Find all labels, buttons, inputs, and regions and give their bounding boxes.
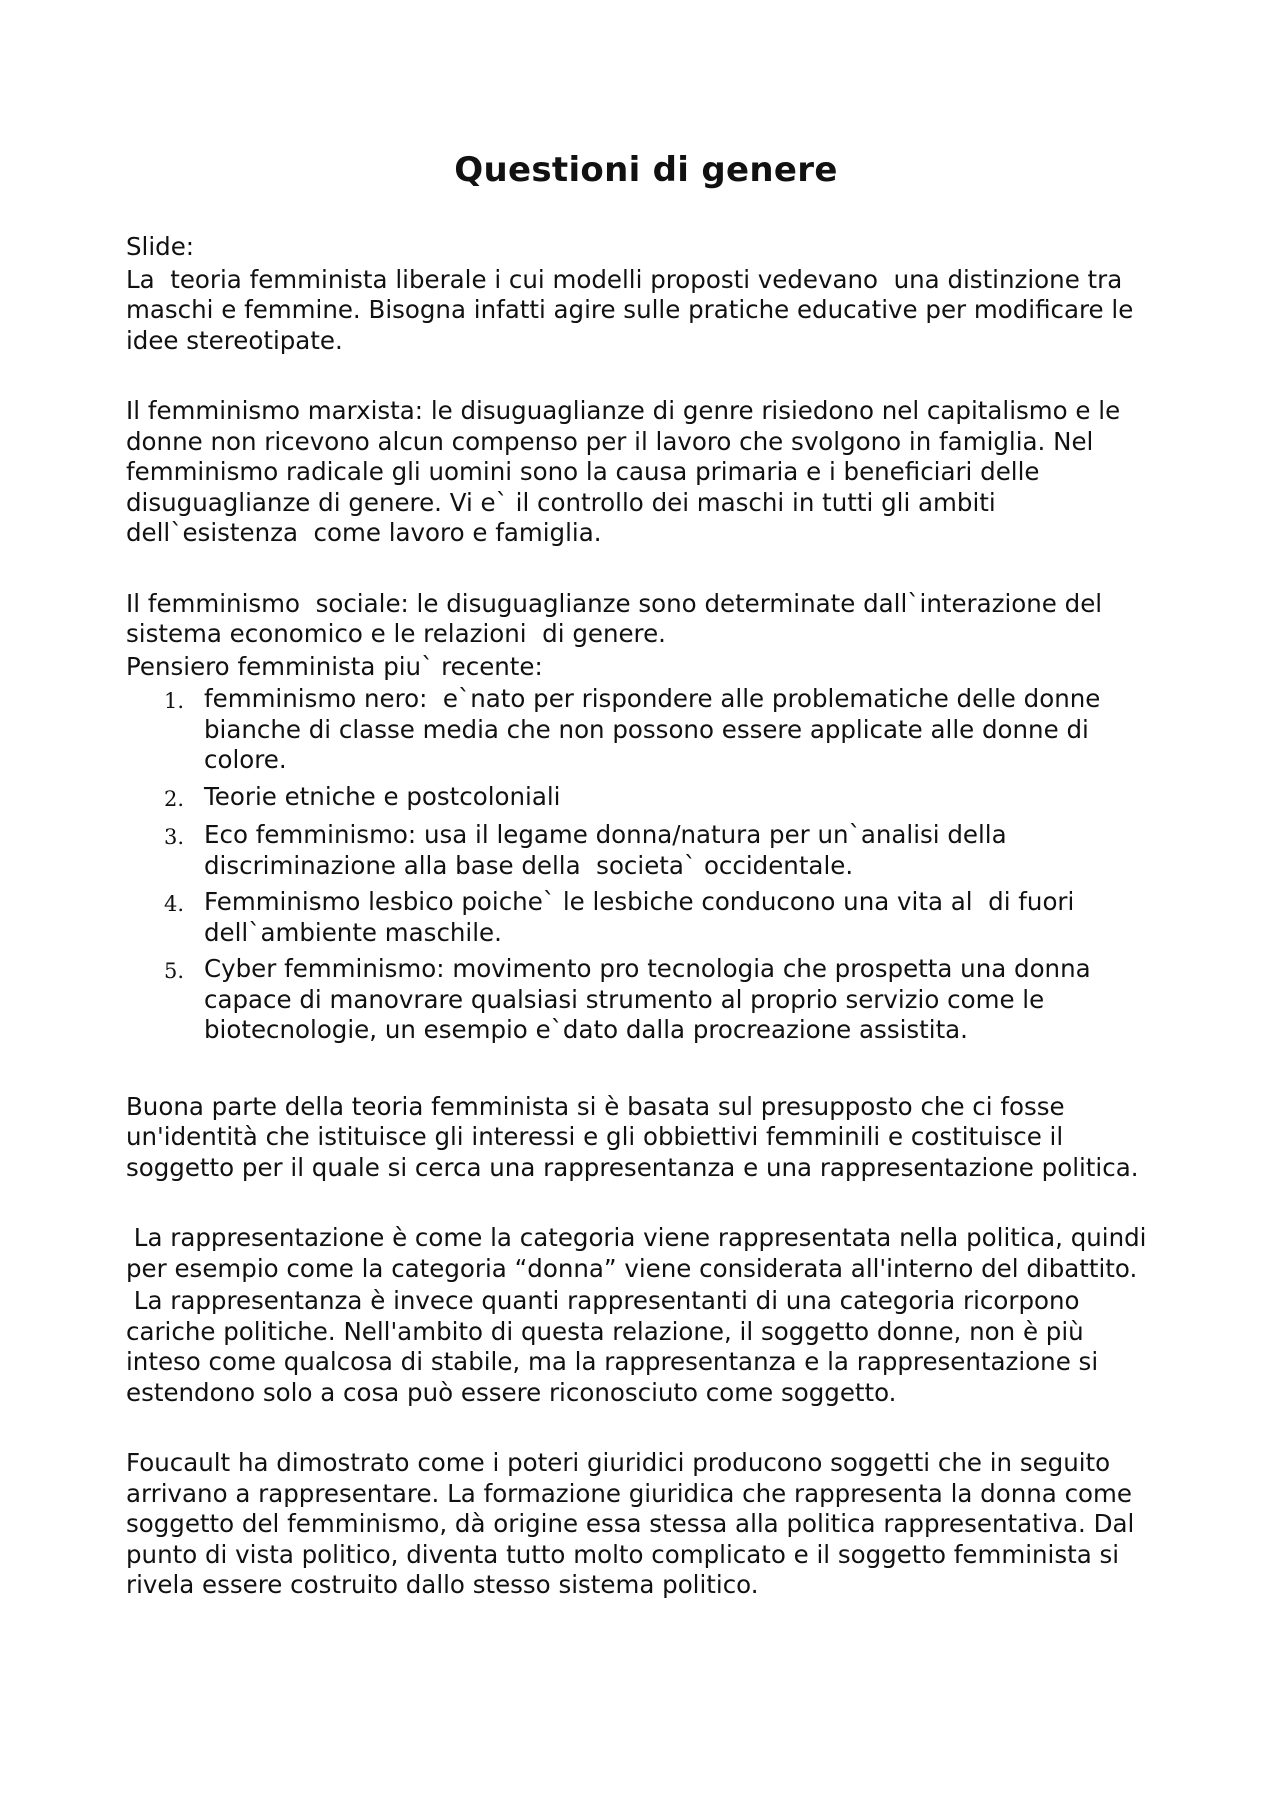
slide-label: Slide: bbox=[126, 232, 195, 261]
list-item bbox=[126, 684, 1166, 776]
paragraph-representation: La rappresentazione è come la categoria viene rappresentata nella politica, quindi per esempio come la categoria “donna” viene considerata all'interno del dibattito. bbox=[126, 1223, 1155, 1283]
list-item-number: 1. bbox=[164, 689, 185, 713]
list-item-text: Cyber femminismo: movimento pro tecnologia che prospetta una donna capace di manovrare qualsiasi strumento al proprio servizio come le biotecnologie, un esempio e`dato dalla procreazione assistita. bbox=[204, 954, 1099, 1044]
list-item-number: 5. bbox=[164, 959, 185, 983]
paragraph-foucault: Foucault ha dimostrato come i poteri giuridici producono soggetti che in seguito arrivano a rappresentare. La formazione giuridica che rappresenta la donna come soggetto del femminismo, dà origine essa stessa alla politica rappresentativa. Dal punto di vista politico, diventa tutto molto complicato e il soggetto femminista si rivela essere costruito dallo stesso sistema politico. bbox=[126, 1448, 1143, 1599]
paragraph-liberal-feminism: La teoria femminista liberale i cui modelli proposti vedevano una distinzione tra maschi e femmine. Bisogna infatti agire sulle pratiche educative per modificare le idee stereotipate. bbox=[126, 264, 1142, 355]
document-body bbox=[126, 232, 1166, 1601]
list-item-text: Eco femminismo: usa il legame donna/natura per un`analisi della discriminazione alla base della societa` occidentale. bbox=[204, 820, 1015, 880]
list-item-text: Teorie etniche e postcoloniali bbox=[204, 781, 561, 811]
list-item-number: 2. bbox=[164, 786, 185, 811]
list-item-text: femminismo nero: e`nato per rispondere alle problematiche delle donne bianche di classe media che non possono essere applicate alle donne di colore. bbox=[204, 684, 1109, 774]
paragraph-representance: La rappresentanza è invece quanti rappresentanti di una categoria ricorpono cariche politiche. Nell'ambito di questa relazione, il soggetto donne, non è più inteso come qualcosa di stabile, ma la rappresentanza e la rappresentazione si estendono solo a cosa può essere riconosciuto come soggetto. bbox=[126, 1286, 1106, 1407]
numbered-list bbox=[126, 684, 1166, 1046]
list-item bbox=[126, 954, 1166, 1046]
page-title: Questioni di genere bbox=[454, 150, 838, 190]
paragraph-recent-thought: Pensiero femminista piu` recente: bbox=[126, 651, 543, 681]
paragraph-social-feminism: Il femminismo sociale: le disuguaglianze sono determinate dall`interazione del sistema economico e le relazioni di genere. bbox=[126, 588, 1110, 648]
paragraph-marxist-feminism: Il femminismo marxista: le disuguaglianze di genre risiedono nel capitalismo e le donne non ricevono alcun compenso per il lavoro che svolgono in famiglia. Nel femminismo radicale gli uomini sono la causa primaria e i beneficiari delle disuguaglianze di genere. Vi e` il controllo dei maschi in tutti gli ambiti dell`esistenza come lavoro e famiglia. bbox=[126, 396, 1128, 547]
list-item-text: Femminismo lesbico poiche` le lesbiche conducono una vita al di fuori dell`ambiente maschile. bbox=[204, 887, 1083, 947]
list-item bbox=[126, 820, 1166, 881]
paragraph-identity: Buona parte della teoria femminista si è basata sul presupposto che ci fosse un'identità che istituisce gli interessi e gli obbiettivi femminili e costituisce il soggetto per il quale si cerca una rappresentanza e una rappresentazione politica. bbox=[126, 1091, 1139, 1182]
list-item-number: 4. bbox=[164, 892, 185, 916]
list-item-number: 3. bbox=[164, 825, 185, 849]
list-item bbox=[126, 887, 1166, 948]
list-item bbox=[126, 782, 1166, 815]
